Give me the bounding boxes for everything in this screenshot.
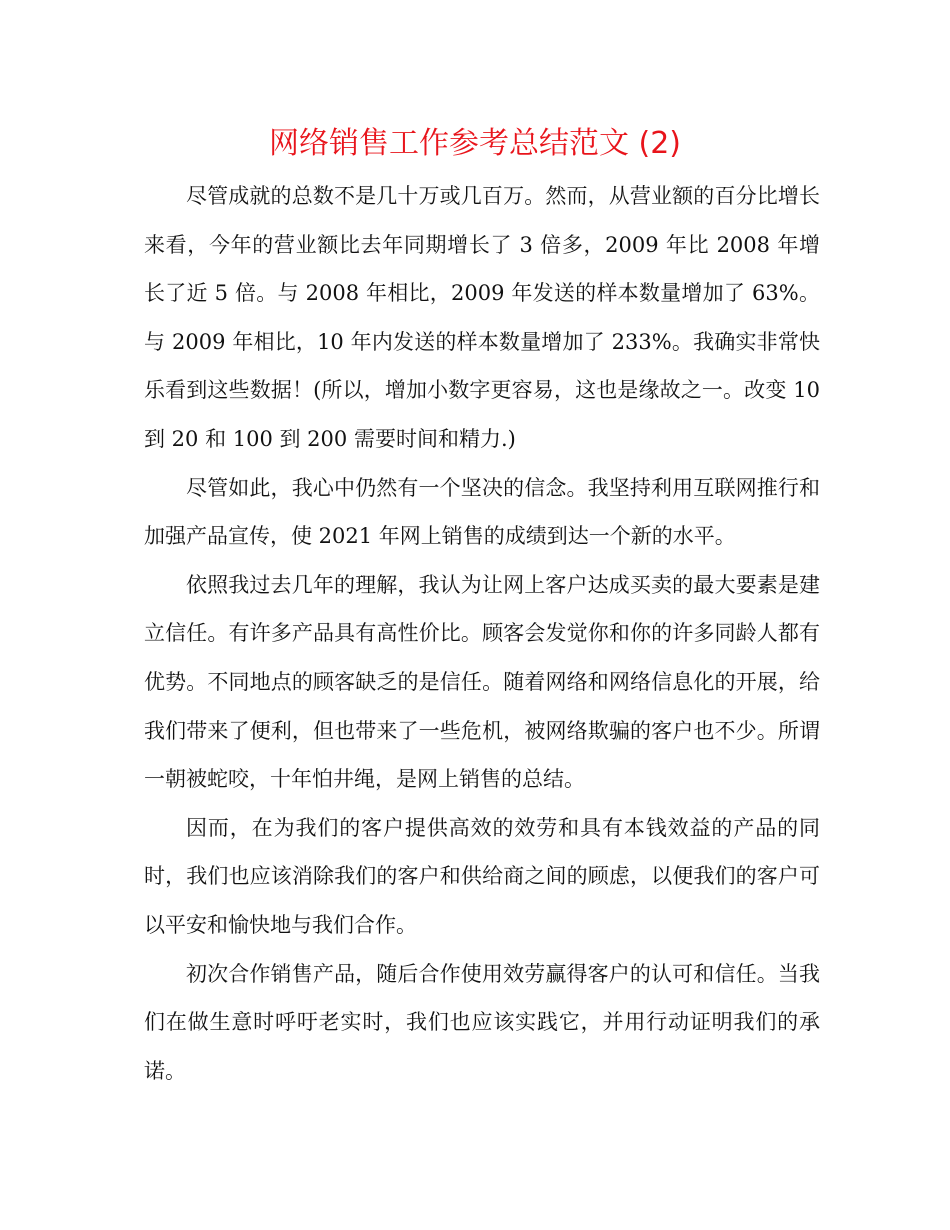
document-body [144, 172, 820, 1095]
paragraph-2: 尽管如此，我心中仍然有一个坚决的信念。我坚持利用互联网推行和加强产品宣传，使 2021 年网上销售的成绩到达一个新的水平。 [144, 475, 820, 549]
paragraph-4: 因而，在为我们的客户提供高效的效劳和具有本钱效益的产品的同时，我们也应该消除我们的客户和供给商之间的顾虑，以便我们的客户可以平安和愉快地与我们合作。 [144, 815, 820, 937]
paragraph-5: 初次合作销售产品，随后合作使用效劳赢得客户的认可和信任。当我们在做生意时呼吁老实时，我们也应该实践它，并用行动证明我们的承诺。 [144, 961, 820, 1083]
paragraph-1: 尽管成就的总数不是几十万或几百万。然而，从营业额的百分比增长来看，今年的营业额比去年同期增长了 3 倍多，2009 年比 2008 年增长了近 5 倍。与 2008 年相比，2009 年发送的样本数量增加了 63%。与 2009 年相比，10 年内发送的样本数量增加了 233%。我确实非常快乐看到这些数据！(所以，增加小数字更容易，这也是缘故之一。改变 10 到 20 和 100 到 200 需要时间和精力.) [144, 184, 820, 451]
paragraph-3: 依照我过去几年的理解，我认为让网上客户达成买卖的最大要素是建立信任。有许多产品具有高性价比。顾客会发觉你和你的许多同龄人都有优势。不同地点的顾客缺乏的是信任。随着网络和网络信息化的开展，给我们带来了便利，但也带来了一些危机，被网络欺骗的客户也不少。所谓一朝被蛇咬，十年怕井绳，是网上销售的总结。 [144, 572, 820, 792]
document-title: 网络销售工作参考总结范文 (2) [268, 126, 682, 161]
